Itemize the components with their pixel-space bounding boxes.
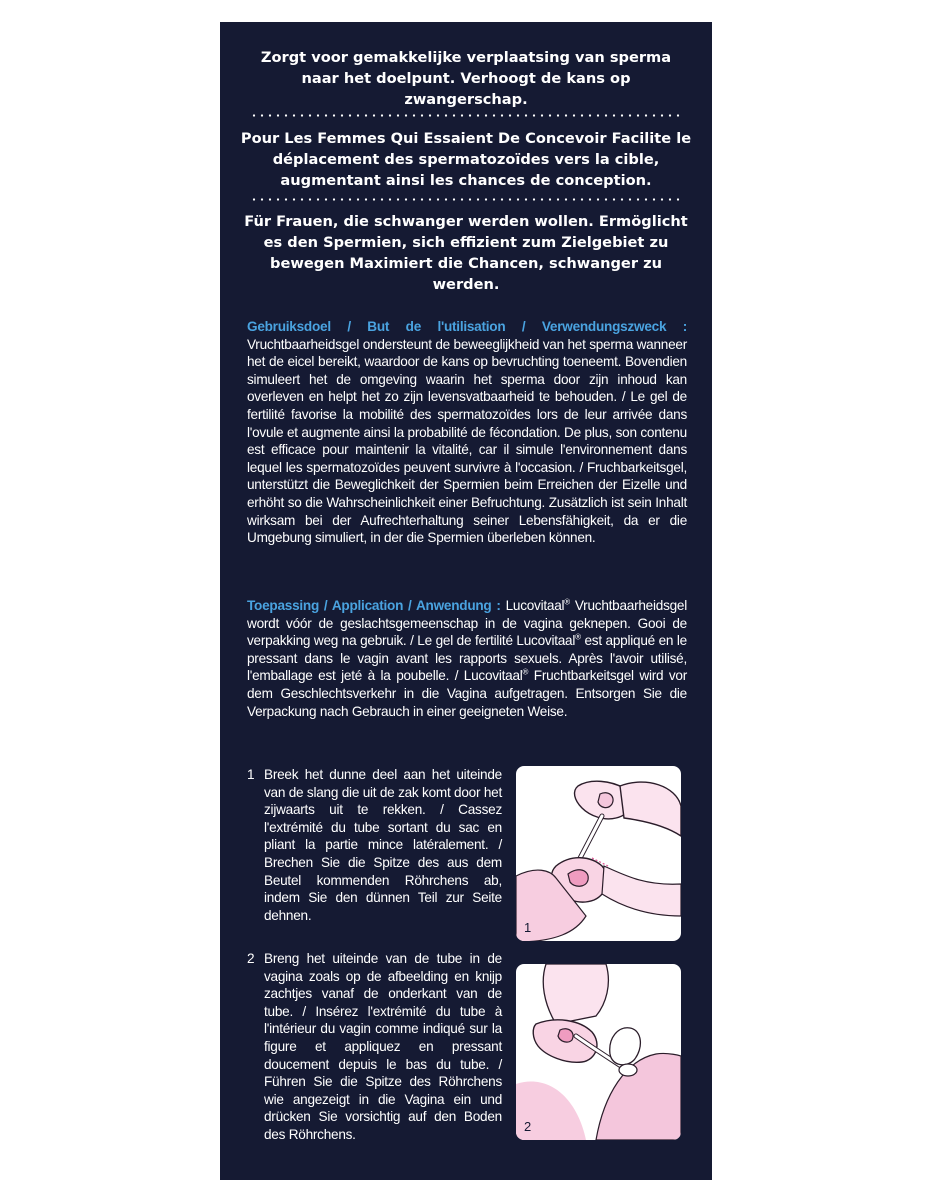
- registered-mark: ®: [564, 597, 570, 607]
- usage-paragraph: [247, 318, 687, 547]
- illustration-break-tube: [516, 766, 681, 941]
- dotted-divider: [250, 198, 682, 201]
- step-2: [247, 950, 502, 1144]
- instruction-panel: [220, 22, 712, 1180]
- registered-mark: ®: [522, 667, 529, 677]
- step-1: [247, 766, 502, 924]
- step-number: 2: [247, 951, 255, 966]
- illustration-insert-tube: [516, 964, 681, 1140]
- usage-text: Vruchtbaarheidsgel ondersteunt de beweeglijkheid van het sperma wanneer het de eicel bereikt, waardoor de kans op bevruchting toeneemt. Bovendien simuleert het de omgeving waarin het sperma door zijn inhoud kan overleven en helpt het zo zijn levensvatbaarheid te behouden. / Le gel de fertilité favorise la mobilité des spermatozoïdes lors de leur arrivée dans l'ovule et augmente ainsi la probabilité de fécondation. De plus, son contenu est efficace pour maintenir la vitalité, car il simule l'environnement dans lequel les spermatozoïdes peuvent survivre à l'occasion. / Fruchbarkeitsgel, unterstützt die Beweglichkeit der Spermien beim Erreichen der Eizelle und erhöht so die Wahrscheinlichkeit einer Befruchtung. Zusätzlich ist sein Inhalt wirksam bei der Aufrechterhaltung seiner Lebensfähigkeit, da er die Umgebung simuliert, in der die Spermien überleben können.: [247, 336, 687, 546]
- figure-number: 2: [524, 1119, 532, 1134]
- application-paragraph: [247, 597, 687, 720]
- usage-heading: Gebruiksdoel / But de l'utilisation / Verwendungszweck :: [247, 319, 687, 334]
- figure-number: 1: [524, 920, 532, 935]
- hands-breaking-tube-illustration: [516, 766, 681, 941]
- headline-german: Für Frauen, die schwanger werden wollen. Ermöglicht es den Spermien, sich effizient zum Zielgebiet zu bewegen Maximiert die Chancen, schwanger zu werden.: [244, 213, 688, 293]
- application-text-1: Vruchtbaarheidsgel wordt vóór de geslachtsgemeenschap in de vagina geknepen. Gooi de verpakking weg na gebruik. / Le gel de fertilité Lucovitaal: [247, 598, 688, 649]
- brand-name: Lucovitaal: [505, 598, 565, 613]
- hand-inserting-tube-illustration: [516, 964, 681, 1140]
- headline-dutch: Zorgt voor gemakkelijke verplaatsing van sperma naar het doelpunt. Verhoogt de kans op zwangerschap.: [260, 49, 672, 108]
- headline-french: Pour Les Femmes Qui Essaient De Concevoir Facilite le déplacement des spermatozoïdes vers la cible, augmentant ainsi les chances de conception.: [240, 130, 692, 189]
- registered-mark: ®: [575, 632, 581, 642]
- step-text: Breng het uiteinde van de tube in de vagina zoals op de afbeelding en knijp zachtjes vanaf de onderkant van de tube. / Insérez l'extrémité du tube à l'intérieur du vagin comme indiqué sur la figure et appliquez en pressant doucement depuis le bas du tube. / Führen Sie die Spitze des Röhrchens wie angezeigt in die Vagina ein und drücken Sie vorsichtig auf den Boden des Röhrchens.: [264, 951, 502, 1142]
- application-heading: Toepassing / Application / Anwendung :: [247, 598, 501, 613]
- step-number: 1: [247, 767, 255, 782]
- application-text-2: est appliqué en le pressant dans le vagin avant les rapports sexuels. Après l'avoir utilisé, l'emballage est jeté à la poubelle. / Lucovitaal: [247, 633, 687, 684]
- step-text: Breek het dunne deel aan het uiteinde van de slang die uit de zak komt door het zijwaarts uit te rekken. / Cassez l'extrémité du tube sortant du sac en pliant la partie mince latéralement. / Brechen Sie die Spitze des aus dem Beutel kommenden Röhrchens ab, indem Sie den dünnen Teil zur Seite dehnen.: [264, 767, 502, 923]
- dotted-divider: [250, 114, 682, 117]
- application-text-3: Fruchtbarkeitsgel wird vor dem Geschlechtsverkehr in die Vagina aufgetragen. Entsorgen Sie die Verpackung nach Gebrauch in einer geeigneten Weise.: [247, 668, 688, 719]
